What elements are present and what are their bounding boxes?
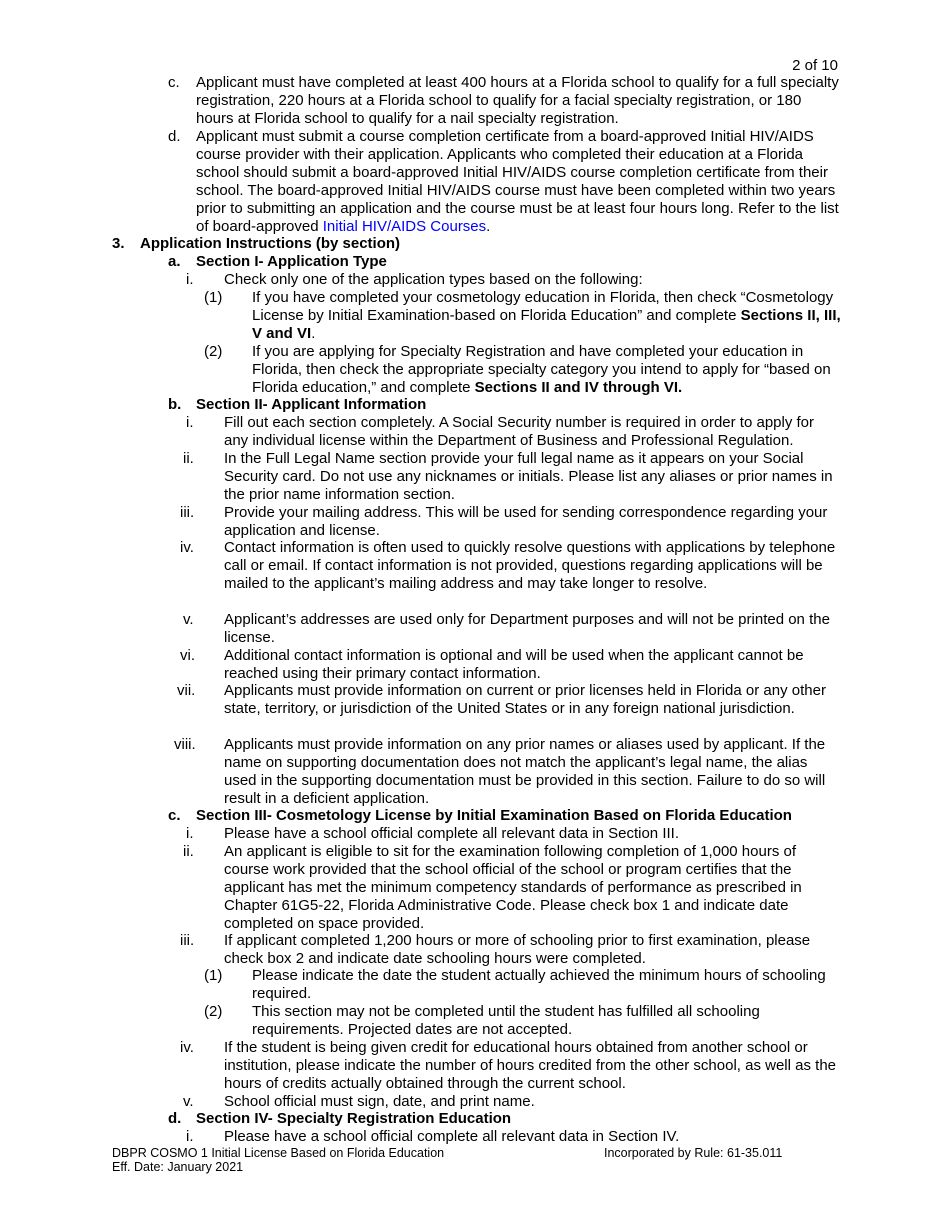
footer-rule: Incorporated by Rule: 61-35.011	[604, 1146, 783, 1160]
item-text: Applicant must submit a course completion certificate from a board-approved Initial HIV/AIDS course provider with their application. Applicants who completed their education at a Florida school should submit a board-approved Initial HIV/AIDS course completion certificate from their school. The board-approved Initial HIV/AIDS course must have been completed within two years prior to submitting an application and the course must be at least four hours long. Refer to the list of board-approved Initial HIV/AIDS Courses.	[196, 128, 839, 235]
item-marker: c.	[168, 74, 180, 91]
subsection-title: Section II- Applicant Information	[196, 396, 427, 413]
section-title: Application Instructions (by section)	[140, 235, 401, 252]
footer-form-name: DBPR COSMO 1 Initial License Based on Florida Education	[112, 1146, 445, 1160]
subsection-title: Section IV- Specialty Registration Education	[196, 1110, 512, 1127]
page-number: 2 of 10	[792, 57, 838, 74]
footer-eff-date: Eff. Date: January 2021	[112, 1160, 244, 1174]
subsection-title: Section I- Application Type	[196, 253, 387, 270]
item-marker: d.	[168, 128, 181, 145]
hiv-aids-courses-link[interactable]: Initial HIV/AIDS Courses	[322, 218, 487, 235]
item-text: Applicant must have completed at least 400 hours at a Florida school to qualify for a full specialty registration, 220 hours at a Florida school to qualify for a facial specialty registration, or 180 hours at Florida school to qualify for a nail specialty registration.	[196, 74, 839, 127]
subsection-title: Section III- Cosmetology License by Initial Examination Based on Florida Education	[196, 807, 792, 824]
